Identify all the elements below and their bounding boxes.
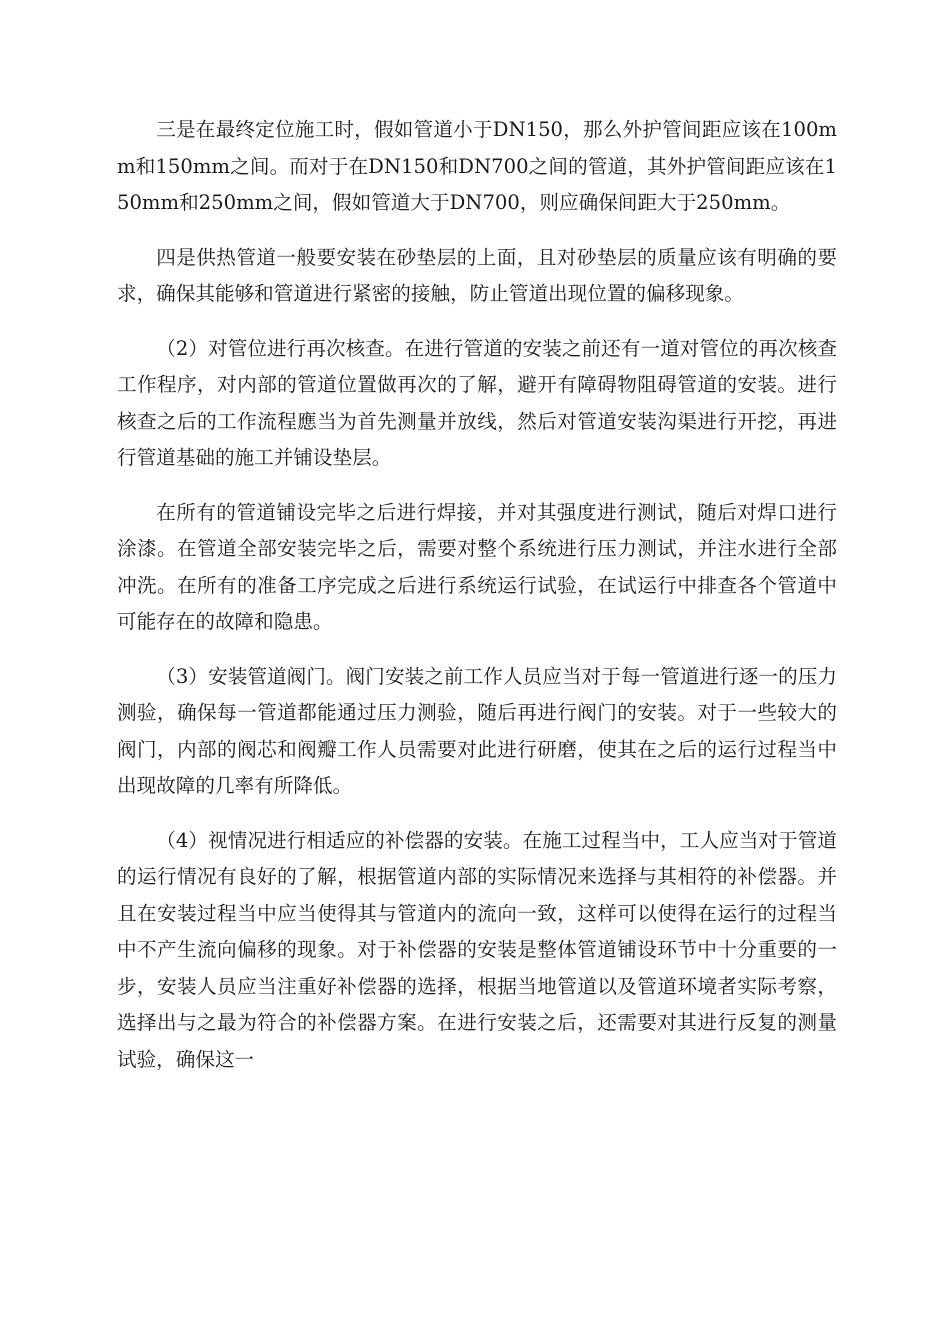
- paragraph-sand-cushion: 四是供热管道一般要安装在砂垫层的上面，且对砂垫层的质量应该有明确的要求，确保其能够和管道进行紧密的接触，防止管道出现位置的偏移现象。: [117, 245, 837, 305]
- paragraph-pipe-position-check: （2）对管位进行再次核查。在进行管道的安装之前还有一道对管位的再次核查工作程序，对内部的管道位置做再次的了解，避开有障碍物阻碍管道的安装。进行核查之后的工作流程應当为首先测量并放线，然后对管道安装沟渠进行开挖，再进行管道基础的施工并铺设垫层。: [117, 336, 837, 469]
- paragraph-compensator-installation: （4）视情况进行相适应的补偿器的安装。在施工过程当中，工人应当对于管道的运行情况有良好的了解，根据管道内部的实际情况来选择与其相符的补偿器。并且在安装过程当中应当使得其与管道内的流向一致，这样可以使得在运行的过程当中不产生流向偏移的现象。对于补偿器的安装是整体管道铺设环节中十分重要的一步，安装人员应当注重好补偿器的选择，根据当地管道以及管道环境者实际考察，选择出与之最为符合的补偿器方案。在进行安装之后，还需要对其进行反复的测量试验，确保这一: [117, 828, 837, 1071]
- document-page: [117, 112, 837, 1096]
- paragraph-welding-testing: 在所有的管道铺设完毕之后进行焊接，并对其强度进行测试，随后对焊口进行涂漆。在管道全部安装完毕之后，需要对整个系统进行压力测试，并注水进行全部冲洗。在所有的准备工序完成之后进行系统运行试验，在试运行中排查各个管道中可能存在的故障和隐患。: [117, 500, 837, 633]
- paragraph-spacing-requirements: 三是在最终定位施工时，假如管道小于DN150，那么外护管间距应该在100mm和150mm之间。而对于在DN150和DN700之间的管道，其外护管间距应该在150mm和250mm之间，假如管道大于DN700，则应确保间距大于250mm。: [117, 118, 837, 214]
- paragraph-valve-installation: （3）安装管道阀门。阀门安装之前工作人员应当对于每一管道进行逐一的压力测验，确保每一管道都能通过压力测验，随后再进行阀门的安装。对于一些较大的阀门，内部的阀芯和阀瓣工作人员需要对此进行研磨，使其在之后的运行过程当中出现故障的几率有所降低。: [117, 664, 837, 797]
